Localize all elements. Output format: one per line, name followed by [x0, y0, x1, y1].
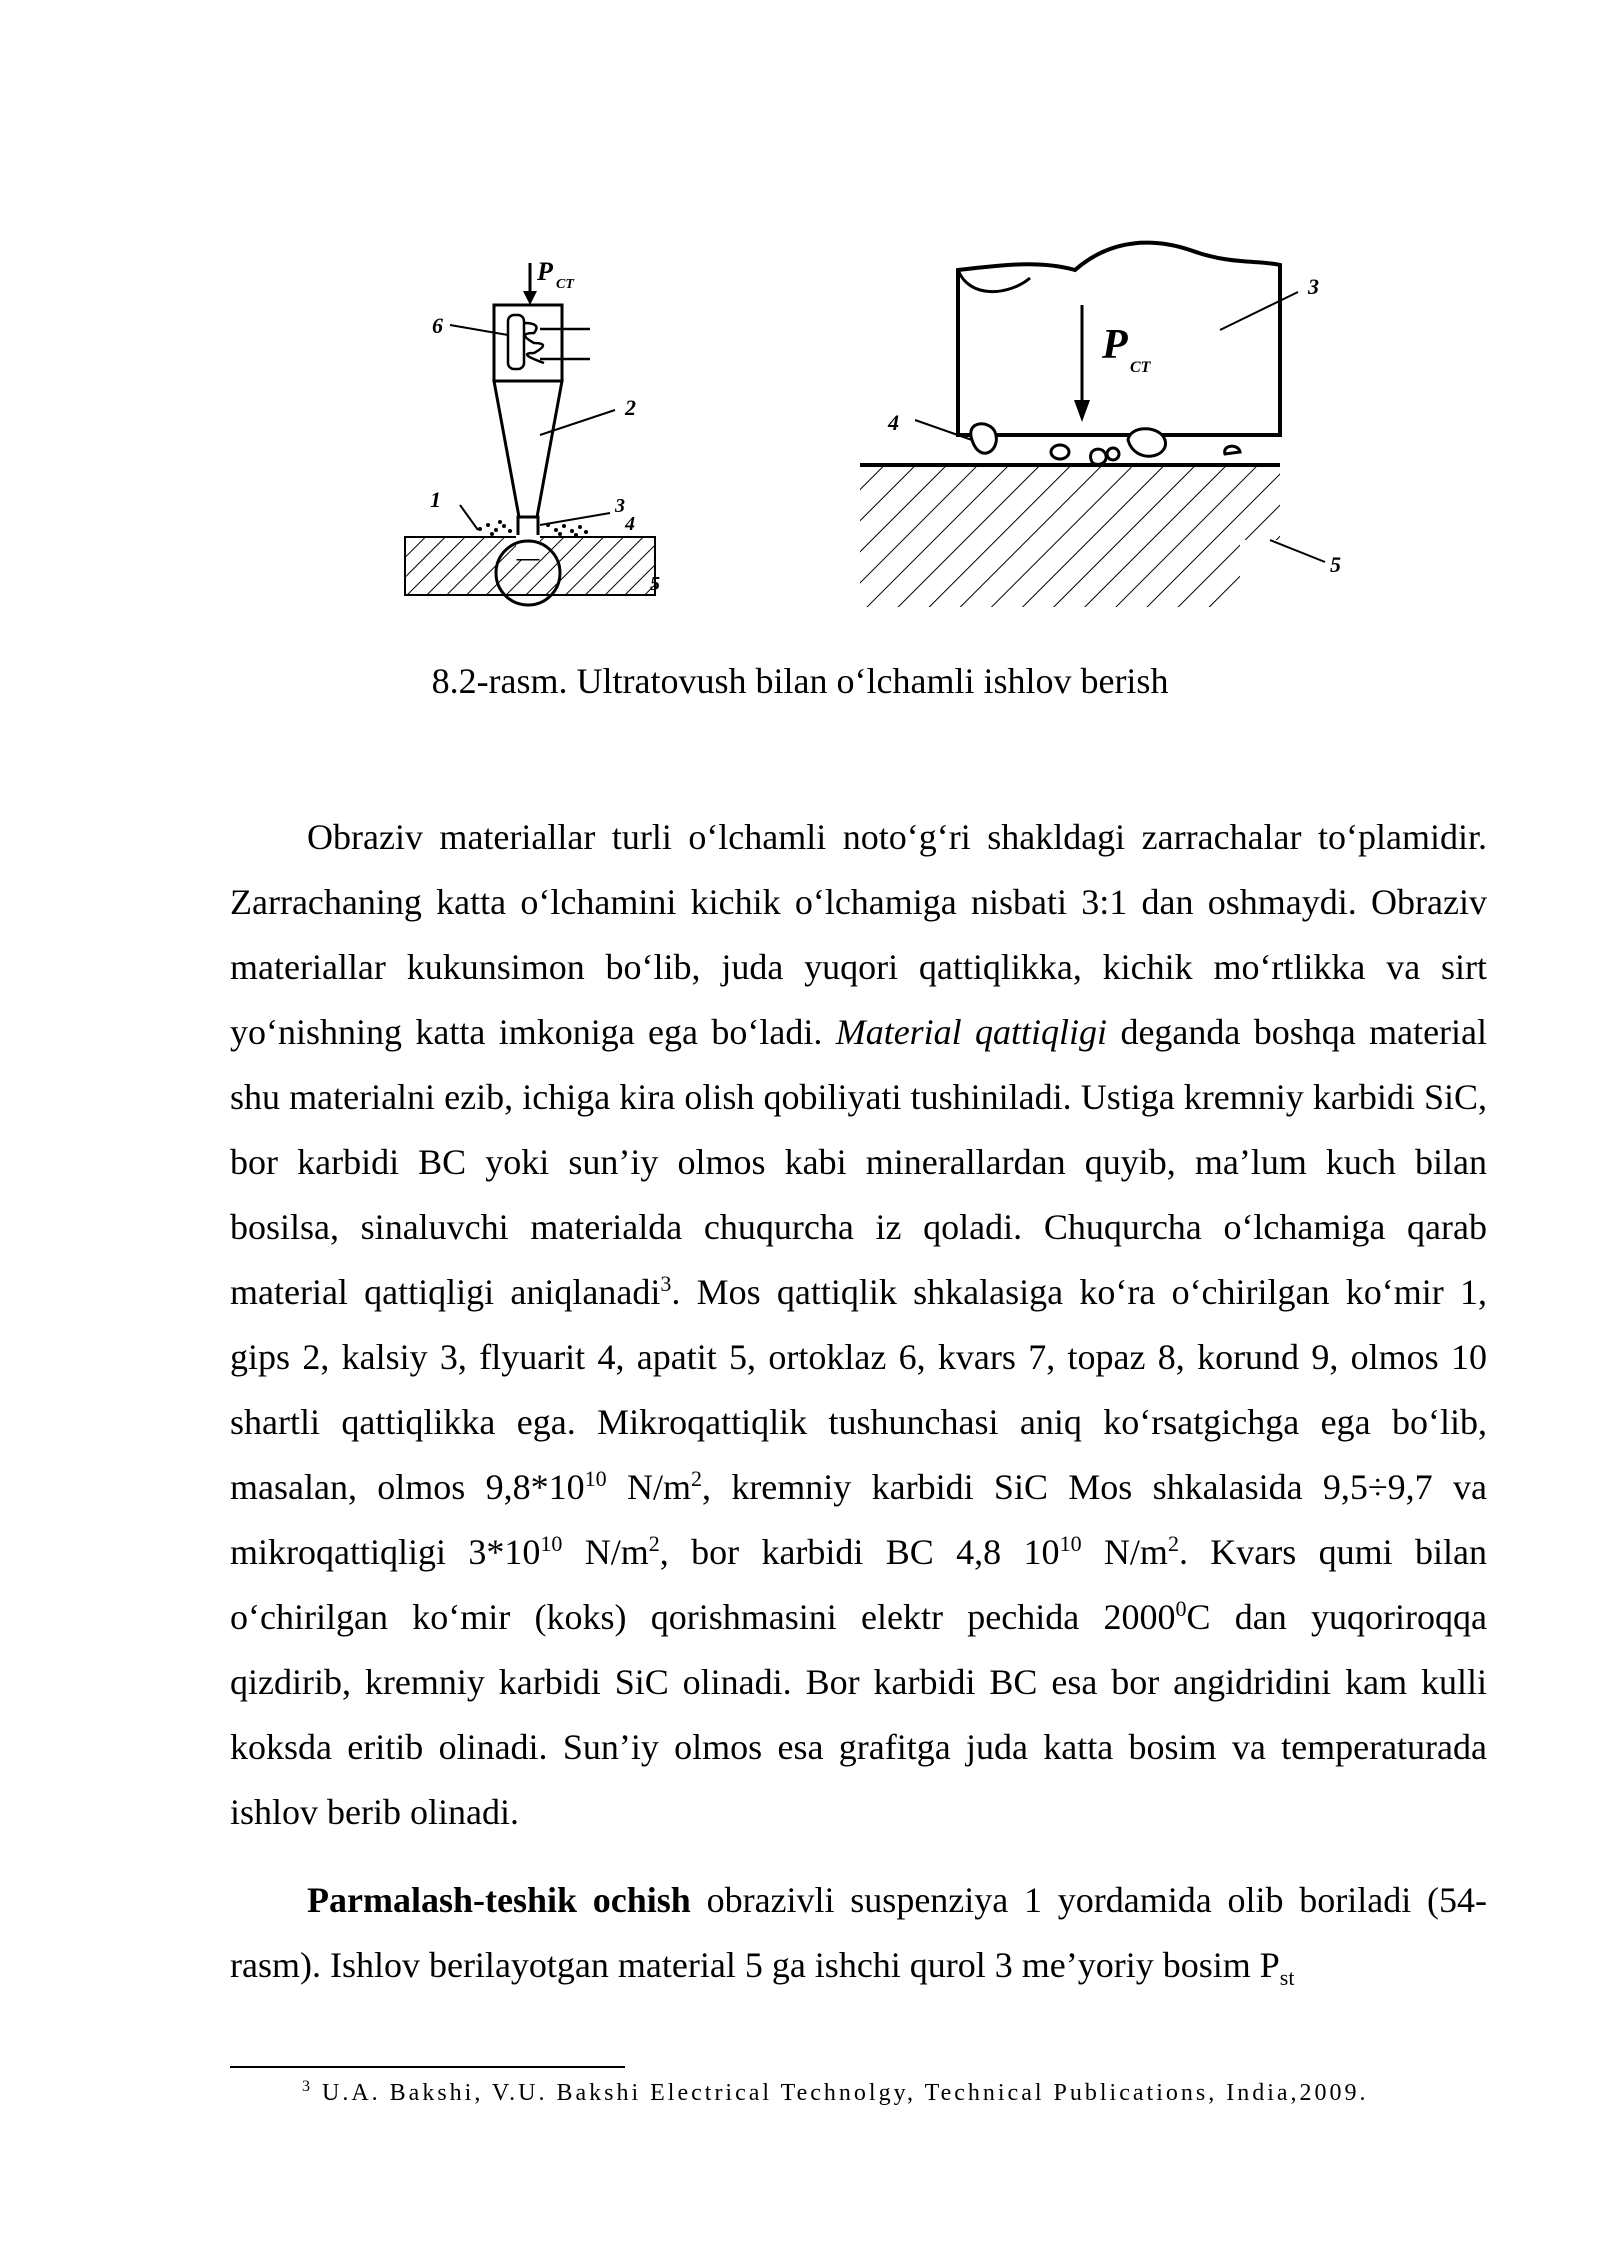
label-5: 5	[650, 573, 660, 595]
paragraph-drilling: Parmalash-teshik ochish obrazivli suspenziya 1 yordamida olib boriladi (54-rasm). Ishlov berilayotgan material 5 ga ishchi qurol 3 me’yoriy bosim $P_{st}$	[230, 1880, 1487, 1991]
force-subscript: CT	[1130, 359, 1151, 376]
term-drilling: Parmalash-teshik ochish	[307, 1880, 691, 1920]
label-6: 6	[432, 313, 443, 338]
force-label: P	[537, 257, 553, 286]
footnote-separator	[230, 2066, 625, 2068]
label-2: 2	[625, 395, 636, 420]
figure-caption: 8.2-rasm. Ultratovush bilan o‘lchamli ishlov berish	[431, 661, 1169, 701]
footnote-ref: 3	[660, 1271, 672, 1296]
force-arrow-icon	[523, 263, 537, 305]
transducer-housing	[494, 305, 562, 381]
force-subscript: CT	[556, 277, 574, 292]
paragraph-abrasive-materials: Obraziv materiallar turli o‘lchamli noto‘g‘ri shakldagi zarrachalar to‘plamidir. Zarrachaning katta o‘lchamini kichik o‘lchamiga nisbati 3:1 dan oshmaydi. Obraziv materiallar kukunsimon bo‘lib, juda yuqori qattiqlikka, kichik mo‘rtlikka va sirt yo‘nishning katta imkoniga ega bo‘ladi. Material qattiqligi deganda boshqa material shu materialni ezib, ichiga kira olish qobiliyati tushiniladi. Ustiga kremniy karbidi SiC, bor karbidi BC yoki sun’iy olmos kabi minerallardan quyib, ma’lum kuch bilan bosilsa, sinaluvchi materialda chuqurcha iz qoladi. Chuqurcha o‘lchamiga qarab material qattiqligi aniqlanadi$^3$. Mos qattiqlik shkalasiga ko‘ra o‘chirilgan ko‘mir 1, gips 2, kalsiy 3, flyuarit 4, apatit 5, ortoklaz 6, kvars 7, topaz 8, korund 9, olmos 10 shartli qattiqlikka ega. Mikroqattiqlik tushunchasi aniq ko‘rsatgichga ega bo‘lib, masalan, olmos $9,8*10^{10}$ $N/m^2$, kremniy karbidi SiC Mos shkalasida 9,5÷9,7 va mikroqattiqligi $3*10^{10}$ $N/m^2$, bor karbidi BC 4,8 $10^{10}$ $N/m^2$. Kvars qumi bilan o‘chirilgan ko‘mir (koks) qorishmasini elektr pechida 2000$^0$C dan yuqoriroqqa qizdirib, kremniy karbidi SiC olinadi. Bor karbidi BC esa bor angidridini kam kulli koksda eritib olinadi. Sun’iy olmos esa grafitga juda katta bosim va temperaturada ishlov berib olinadi.	[230, 817, 1488, 1832]
force-label: P	[1102, 322, 1128, 368]
label-1: 1	[430, 487, 441, 512]
concentrator-cone	[494, 381, 562, 517]
label-3: 3	[615, 495, 625, 517]
label-5: 5	[1330, 552, 1341, 577]
label-4: 4	[888, 410, 899, 435]
label-4: 4	[625, 513, 635, 535]
abrasive-contact-diagram	[860, 240, 1380, 610]
term-material-hardness: Material qattiqligi	[835, 1012, 1108, 1052]
label-3: 3	[1308, 274, 1319, 299]
footnote: $^3$ U.A. Bakshi, V.U. Bakshi Electrical Technolgy, Technical Publications, India,2009.	[302, 2078, 1369, 2106]
workpiece-surface	[860, 467, 1280, 607]
ultrasonic-tool-diagram	[390, 255, 690, 625]
